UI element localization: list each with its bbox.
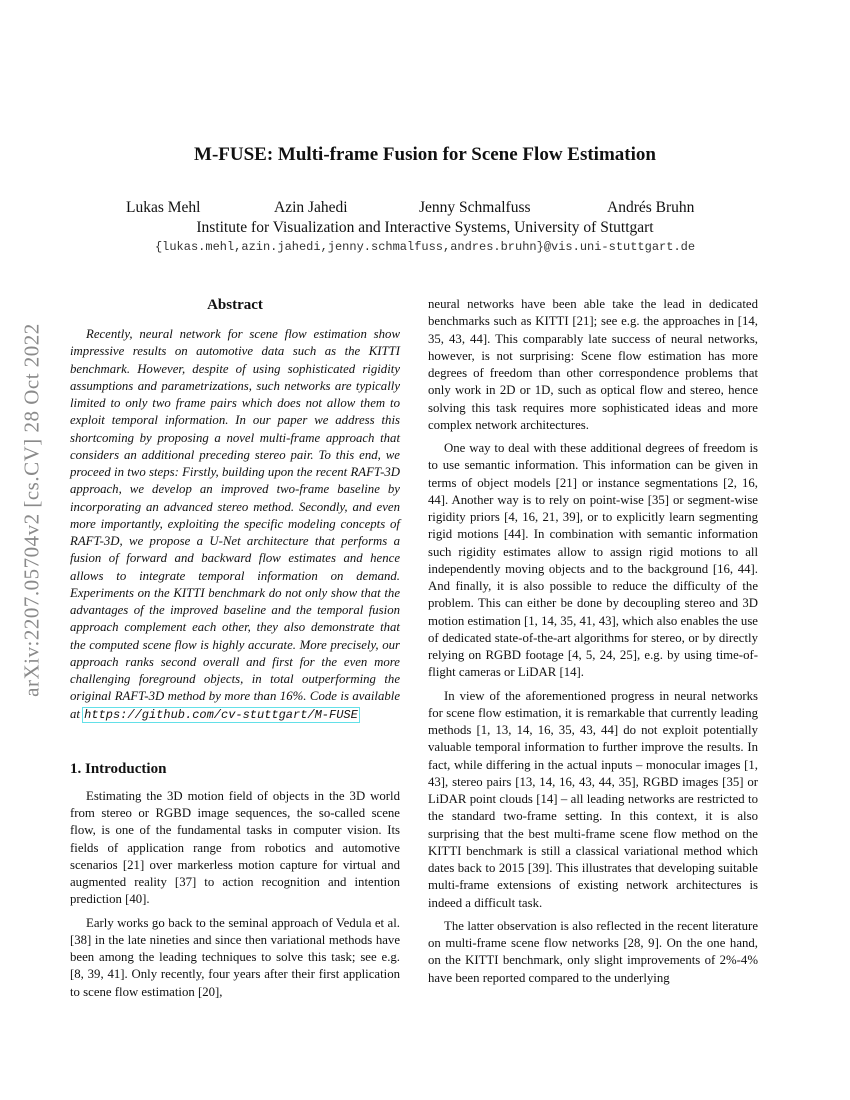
abstract-heading: Abstract (207, 297, 263, 313)
arxiv-id-text: arXiv:2207.05704v2 [cs.CV] 28 Oct 2022 (19, 323, 44, 697)
paragraph: Early works go back to the seminal approach of Vedula et al. [38] in the late nineties and since then variational methods have been among the leading techniques to solve this task; see e.g. [8, 39, 41]. Only recently, four years after their first application to scene flow estimation [20], (70, 915, 400, 999)
author-name: Jenny Schmalfuss (419, 199, 531, 216)
left-column (70, 296, 400, 1007)
author-name: Andrés Bruhn (607, 199, 695, 216)
author-name: Azin Jahedi (274, 199, 348, 216)
section-heading-introduction: 1. Introduction (70, 760, 167, 777)
author-list (0, 199, 850, 219)
abstract-text: Recently, neural network for scene flow estimation show impressive results on automotive data such as the KITTI benchmark. However, despite of using sophisticated rigidity assumptions and parametrizations, such networks are typically limited to only two frame pairs which does not allow them to exploit temporal information. In our paper we address this shortcoming by proposing a novel multi-frame approach that considers an additional preceding stereo pair. To this end, we proceed in two steps: Firstly, building upon the recent RAFT-3D approach, we develop an improved two-frame baseline by incorporating an advanced stereo method. Secondly, and even more importantly, exploiting the specific modeling concepts of RAFT-3D, we propose a U-Net architecture that performs a fusion of forward and backward flow estimates and hence allows to integrate temporal information on demand. Experiments on the KITTI benchmark do not only show that the advantages of the improved baseline and the temporal fusion approach complement each other, they also demonstrate that the computed scene flow is highly accurate. More precisely, our approach ranks second overall and first for the even more challenging foreground objects, in total outperforming the original RAFT-3D method by more than 16%. Code is available at (70, 327, 400, 721)
arxiv-identifier (12, 290, 52, 730)
author-name: Lukas Mehl (126, 199, 201, 216)
paragraph: The latter observation is also reflected in the recent literature on multi-frame scene flow networks [28, 9]. On the one hand, on the KITTI benchmark, only slight improvements of 2%-4% have been reported compared to the underlying (428, 918, 758, 985)
paragraph: One way to deal with these additional degrees of freedom is to use semantic information. This information can be given in terms of object models [21] or instance segmentations [2, 16, 44]. Another way is to rely on point-wise [35] or segment-wise rigidity priors [4, 16, 21, 39], or to explicitly learn segmenting rigid motions [44]. In combination with semantic information such rigidity estimates allow to assign rigid motions to all independently moving objects and to the background [16, 44]. And finally, it is also possible to reduce the difficulty of the problem. This can either be done by decoupling stereo and 3D motion estimation [1, 14, 35, 41, 43], which also enables the use of dedicated state-of-the-art algorithms for stereo, or by directly relying on RGBD footage [4, 5, 24, 25], e.g. by using time-of-flight cameras or LiDAR [14]. (428, 441, 758, 680)
code-link[interactable]: https://github.com/cv-stuttgart/M-FUSE (84, 707, 358, 722)
paper-title: M-FUSE: Multi-frame Fusion for Scene Flow Estimation (194, 144, 656, 165)
affiliation: Institute for Visualization and Interactive Systems, University of Stuttgart (196, 219, 654, 236)
author-emails: {lukas.mehl,azin.jahedi,jenny.schmalfuss,andres.bruhn}@vis.uni-stuttgart.de (154, 240, 696, 254)
paragraph: neural networks have been able take the lead in dedicated benchmarks such as KITTI [21]; see e.g. the approaches in [14, 35, 43, 44]. This comparably late success of neural networks, however, is not surprising: Scene flow estimation has more degrees of freedom than other correspondence problems that only work in 2D or 1D, such as optical flow and stereo, hence solving this task requires more sophisticated ideas and more complex network architectures. (428, 297, 758, 432)
abstract-body (70, 326, 400, 724)
paragraph: Estimating the 3D motion field of objects in the 3D world from stereo or RGBD image sequences, the so-called scene flow, is one of the fundamental tasks in computer vision. Its fields of application range from robotics and automotive scenarios [21] over markerless motion capture for virtual and augmented reality [37] to action recognition and intention prediction [40]. (70, 788, 400, 907)
right-column (428, 296, 758, 993)
paragraph: In view of the aforementioned progress in neural networks for scene flow estimation, it is remarkable that currently leading methods [1, 13, 14, 16, 35, 43, 44] do not exploit potentially valuable temporal information to further improve the results. In fact, while differing in the actual inputs – monocular images [1, 43], stereo pairs [13, 14, 16, 43, 44, 35], RGBD images [35] or LiDAR point clouds [14] – all leading networks are restricted to the standard two-frame setting. In this context, it is also surprising that the best multi-frame scene flow method on the KITTI benchmark is still a classical variational method which dates back to 2015 [39]. This illustrates that developing suitable multi-frame extensions of existing network architectures is indeed a difficult task. (428, 688, 758, 910)
